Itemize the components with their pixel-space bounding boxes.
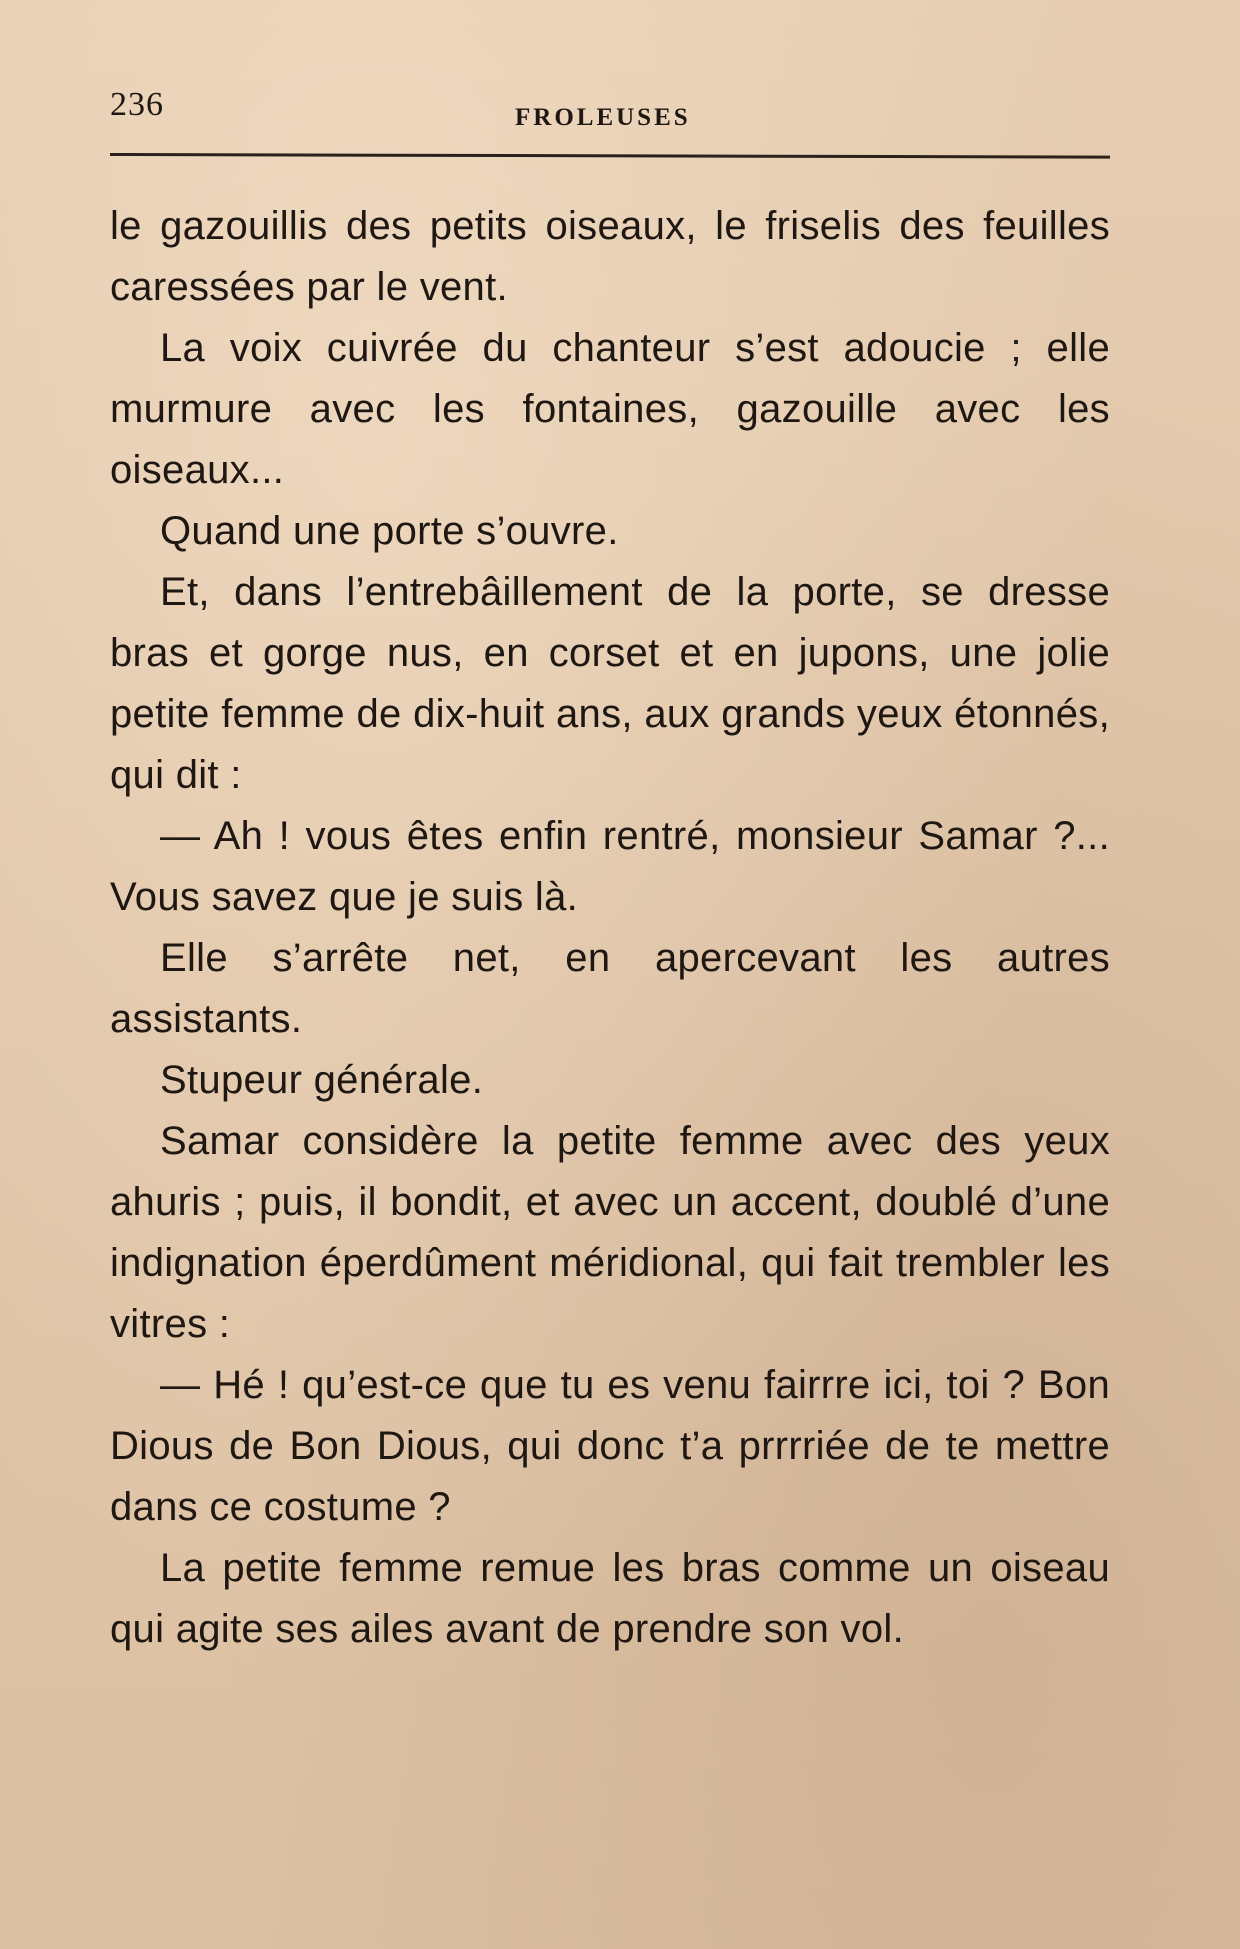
paragraph: Elle s’arrête net, en apercevant les autres assistants. — [110, 936, 1110, 1041]
paragraph: Et, dans l’entrebâillement de la porte, se dresse bras et gorge nus, en corset et en jupons, une jolie petite femme de dix-huit ans, aux grands yeux étonnés, qui dit : — [110, 570, 1110, 797]
paragraph: — Hé ! qu’est-ce que tu es venu fairrre ici, toi ? Bon Dious de Bon Dious, qui donc t’a prrrriée de te mettre dans ce costume ? — [110, 1363, 1110, 1529]
header-rule — [110, 153, 1110, 159]
running-title: FROLEUSES — [515, 104, 691, 131]
body-text — [110, 196, 1110, 1660]
paragraph: — Ah ! vous êtes enfin rentré, monsieur Samar ?... Vous savez que je suis là. — [110, 814, 1110, 919]
page-number: 236 — [110, 86, 164, 123]
paragraph: Quand une porte s’ouvre. — [160, 509, 619, 553]
paragraph: La petite femme remue les bras comme un oiseau qui agite ses ailes avant de prendre son vol. — [110, 1546, 1110, 1651]
paragraph: Samar considère la petite femme avec des yeux ahuris ; puis, il bondit, et avec un accent, doublé d’une indignation éperdûment méridional, qui fait trembler les vitres : — [110, 1119, 1110, 1346]
paragraph: le gazouillis des petits oiseaux, le friselis des feuilles caressées par le vent. — [110, 204, 1110, 309]
paragraph: La voix cuivrée du chanteur s’est adoucie ; elle murmure avec les fontaines, gazouille avec les oiseaux... — [110, 326, 1110, 492]
paragraph: Stupeur générale. — [160, 1058, 484, 1102]
page-header — [110, 86, 1110, 146]
